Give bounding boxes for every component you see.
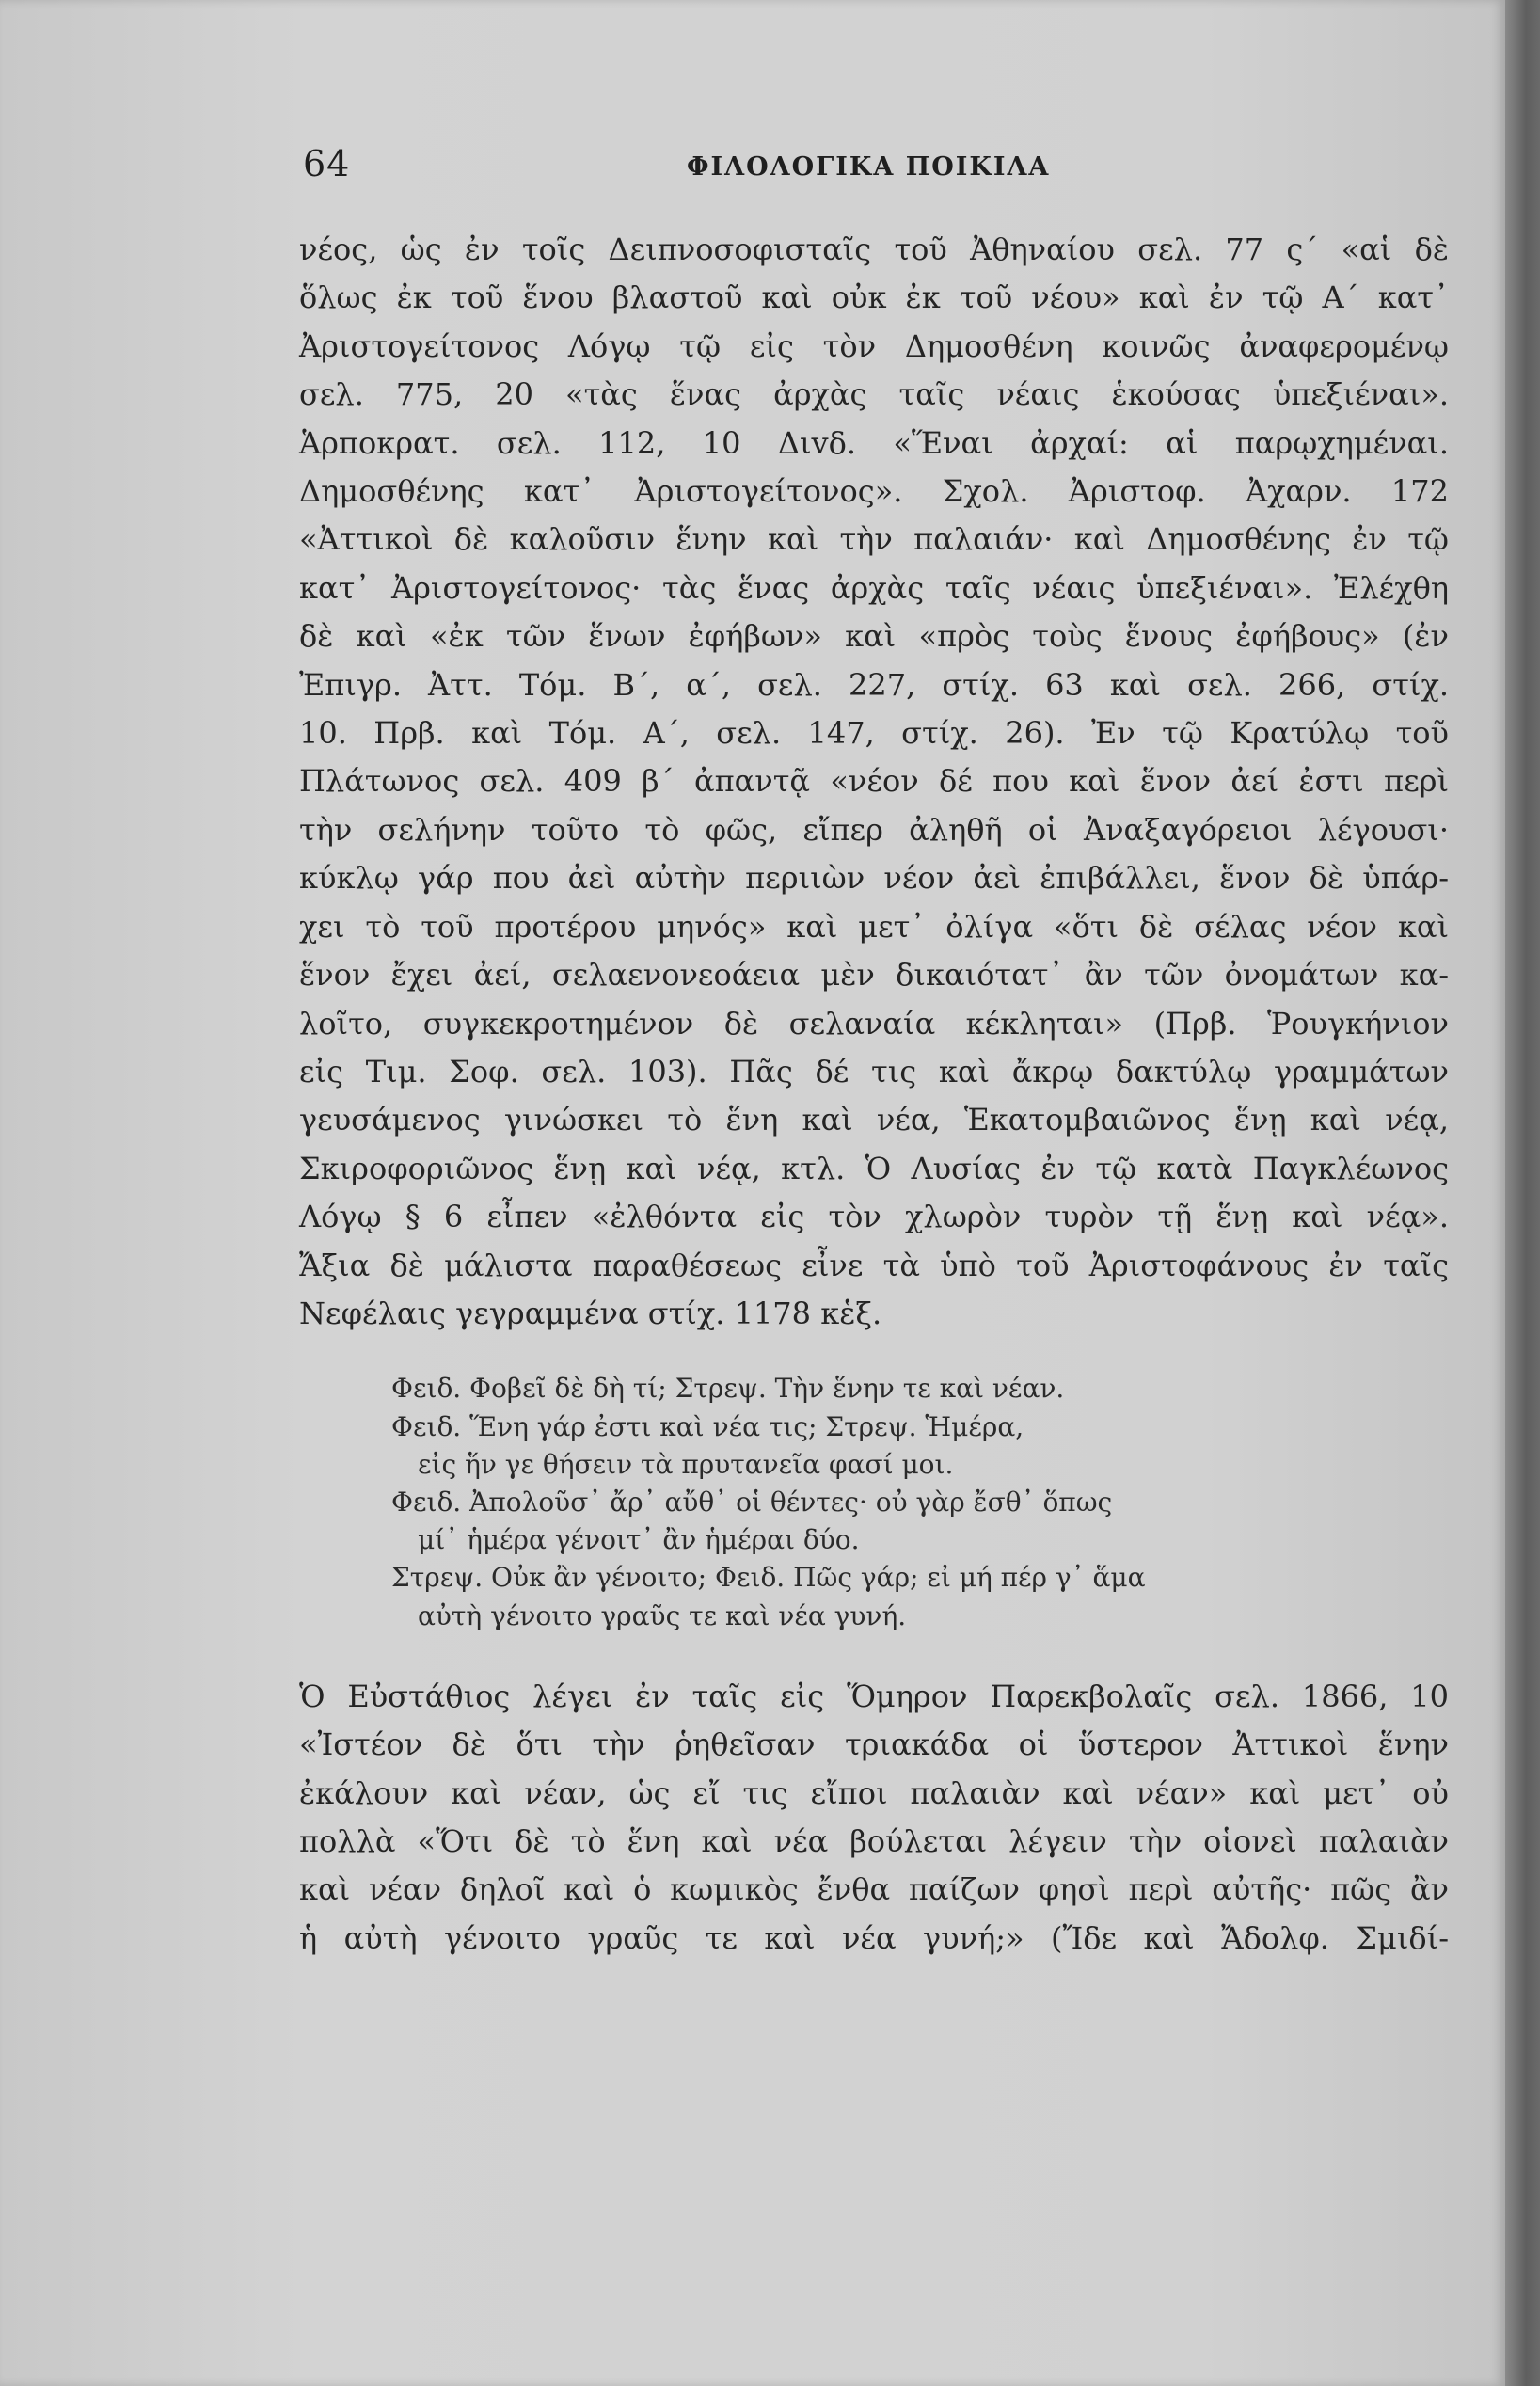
page-number: 64 [303,143,351,184]
text-line: ἐκάλουν καὶ νέαν, ὡς εἴ τις εἴποι παλαιὰν καὶ νέαν» καὶ μετ᾽ οὐ [299,1774,1449,1811]
text-line: «Ἀττικοὶ δὲ καλοῦσιν ἕνην καὶ τὴν παλαιάν· καὶ Δημοσθένης ἐν τῷ [299,521,1449,558]
text-line: χει τὸ τοῦ προτέρου μηνός» καὶ μετ᾽ ὀλίγα «ὅτι δὲ σέλας νέον καὶ [299,908,1449,945]
verse-line: Φειδ. Ἕνη γάρ ἐστι καὶ νέα τις; Στρεψ. Ἡμέρα, [391,1410,1024,1442]
text-line: ἕνον ἔχει ἀεί, σελαενονεοάεια μὲν δικαιότατ᾽ ἂν τῶν ὀνομάτων κα- [299,957,1449,994]
text-line: καὶ νέαν δηλοῖ καὶ ὁ κωμικὸς ἔνθα παίζων φησὶ περὶ αὐτῆς· πῶς ἂν [299,1871,1449,1908]
book-spine-shadow [1505,0,1540,2386]
text-line: 10. Πρβ. καὶ Τόμ. Α΄, σελ. 147, στίχ. 26). Ἐν τῷ Κρατύλῳ τοῦ [299,715,1449,752]
text-line: κύκλῳ γάρ που ἀεὶ αὐτὴν περιιὼν νέον ἀεὶ ἐπιβάλλει, ἕνον δὲ ὑπάρ- [299,860,1449,897]
text-line: γευσάμενος γινώσκει τὸ ἕνη καὶ νέα, Ἑκατομβαιῶνος ἕνῃ καὶ νέᾳ, [299,1102,1449,1138]
text-line: σελ. 775, 20 «τὰς ἕνας ἀρχὰς ταῖς νέαις ἑκούσας ὑπεξιέναι». [299,376,1449,413]
text-line: ὅλως ἐκ τοῦ ἕνου βλαστοῦ καὶ οὐκ ἐκ τοῦ νέου» καὶ ἐν τῷ Α΄ κατ᾽ [299,279,1449,316]
text-line: Ἐπιγρ. Ἀττ. Τόμ. Β΄, α΄, σελ. 227, στίχ. 63 καὶ σελ. 266, στίχ. [299,666,1449,703]
text-line: λοῖτο, συγκεκροτημένον δὲ σελαναία κέκληται» (Πρβ. Ῥουγκήνιον [299,1005,1449,1042]
text-line: Ὁ Εὐστάθιος λέγει ἐν ταῖς εἰς Ὅμηρον Παρεκβολαῖς σελ. 1866, 10 [299,1678,1449,1714]
text-line: νέος, ὡς ἐν τοῖς Δειπνοσοφισταῖς τοῦ Ἀθηναίου σελ. 77 ς΄ «αἱ δὲ [299,231,1449,267]
text-line: πολλὰ «Ὅτι δὲ τὸ ἕνη καὶ νέα βούλεται λέγειν τὴν οἱονεὶ παλαιὰν [299,1822,1449,1859]
text-line: κατ᾽ Ἀριστογείτονος· τὰς ἕνας ἀρχὰς ταῖς νέαις ὑπεξιέναι». Ἐλέχθη [299,569,1449,606]
text-line: δὲ καὶ «ἐκ τῶν ἕνων ἐφήβων» καὶ «πρὸς τοὺς ἕνους ἐφήβους» (ἐν [299,618,1449,655]
text-line: ἡ αὐτὴ γένοιτο γραῦς τε καὶ νέα γυνή;» (Ἴδε καὶ Ἄδολφ. Σμιδί- [299,1919,1449,1956]
page-header [303,143,1364,190]
text-line: Ἀριστογείτονος Λόγῳ τῷ εἰς τὸν Δημοσθένη κοινῶς ἀναφερομένῳ [299,327,1449,364]
paragraph-1 [299,226,1449,1338]
text-line: Σκιροφοριῶνος ἕνῃ καὶ νέᾳ, κτλ. Ὁ Λυσίας ἐν τῷ κατὰ Παγκλέωνος [299,1150,1449,1186]
text-line: Νεφέλαις γεγραμμένα στίχ. 1178 κἑξ. [299,1295,882,1331]
verse-line: μί᾽ ἡμέρα γένοιτ᾽ ἂν ἡμέραι δύο. [418,1524,860,1556]
verse-line: εἰς ἥν γε θήσειν τὰ πρυτανεῖα φασί μοι. [418,1448,954,1480]
text-line: Λόγῳ § 6 εἶπεν «ἐλθόντα εἰς τὸν χλωρὸν τυρὸν τῇ ἕνῃ καὶ νέᾳ». [299,1199,1449,1235]
verse-line: αὐτὴ γένοιτο γραῦς τε καὶ νέα γυνή. [418,1599,907,1631]
text-line: «Ἰστέον δὲ ὅτι τὴν ῥηθεῖσαν τριακάδα οἱ ὕστερον Ἀττικοὶ ἕνην [299,1726,1449,1763]
running-title: ΦΙΛΟΛΟΓΙΚΑ ΠΟΙΚΙΛΑ [687,152,1051,182]
verse-line: Φειδ. Φοβεῖ δὲ δὴ τί; Στρεψ. Τὴν ἕνην τε καὶ νέαν. [391,1373,1065,1405]
text-line: τὴν σελήνην τοῦτο τὸ φῶς, εἴπερ ἀληθῆ οἱ Ἀναξαγόρειοι λέγουσι· [299,811,1449,848]
verse-line: Φειδ. Ἀπολοῦσ᾽ ἄρ᾽ αὔθ᾽ οἱ θέντες· οὐ γὰρ ἔσθ᾽ ὅπως [391,1486,1113,1518]
text-line: Πλάτωνος σελ. 409 β΄ ἀπαντᾷ «νέον δέ που καὶ ἕνον ἀεί ἐστι περὶ [299,763,1449,800]
text-line: Δημοσθένης κατ᾽ Ἀριστογείτονος». Σχολ. Ἀριστοφ. Ἀχαρν. 172 [299,473,1449,510]
verse-quotation [391,1370,1332,1634]
text-line: Ἄξια δὲ μάλιστα παραθέσεως εἶνε τὰ ὑπὸ τοῦ Ἀριστοφάνους ἐν ταῖς [299,1247,1449,1283]
verse-line: Στρεψ. Οὐκ ἂν γένοιτο; Φειδ. Πῶς γάρ; εἰ μή πέρ γ᾽ ἅμα [391,1562,1146,1594]
body-text [299,226,1449,1963]
text-line: Ἁρποκρατ. σελ. 112, 10 Διvδ. «Ἕναι ἀρχαί: αἱ παρῳχημέναι. [299,424,1449,461]
text-line: εἰς Τιμ. Σοφ. σελ. 103). Πᾶς δέ τις καὶ ἄκρῳ δακτύλῳ γραμμάτων [299,1053,1449,1090]
paragraph-2 [299,1673,1449,1963]
